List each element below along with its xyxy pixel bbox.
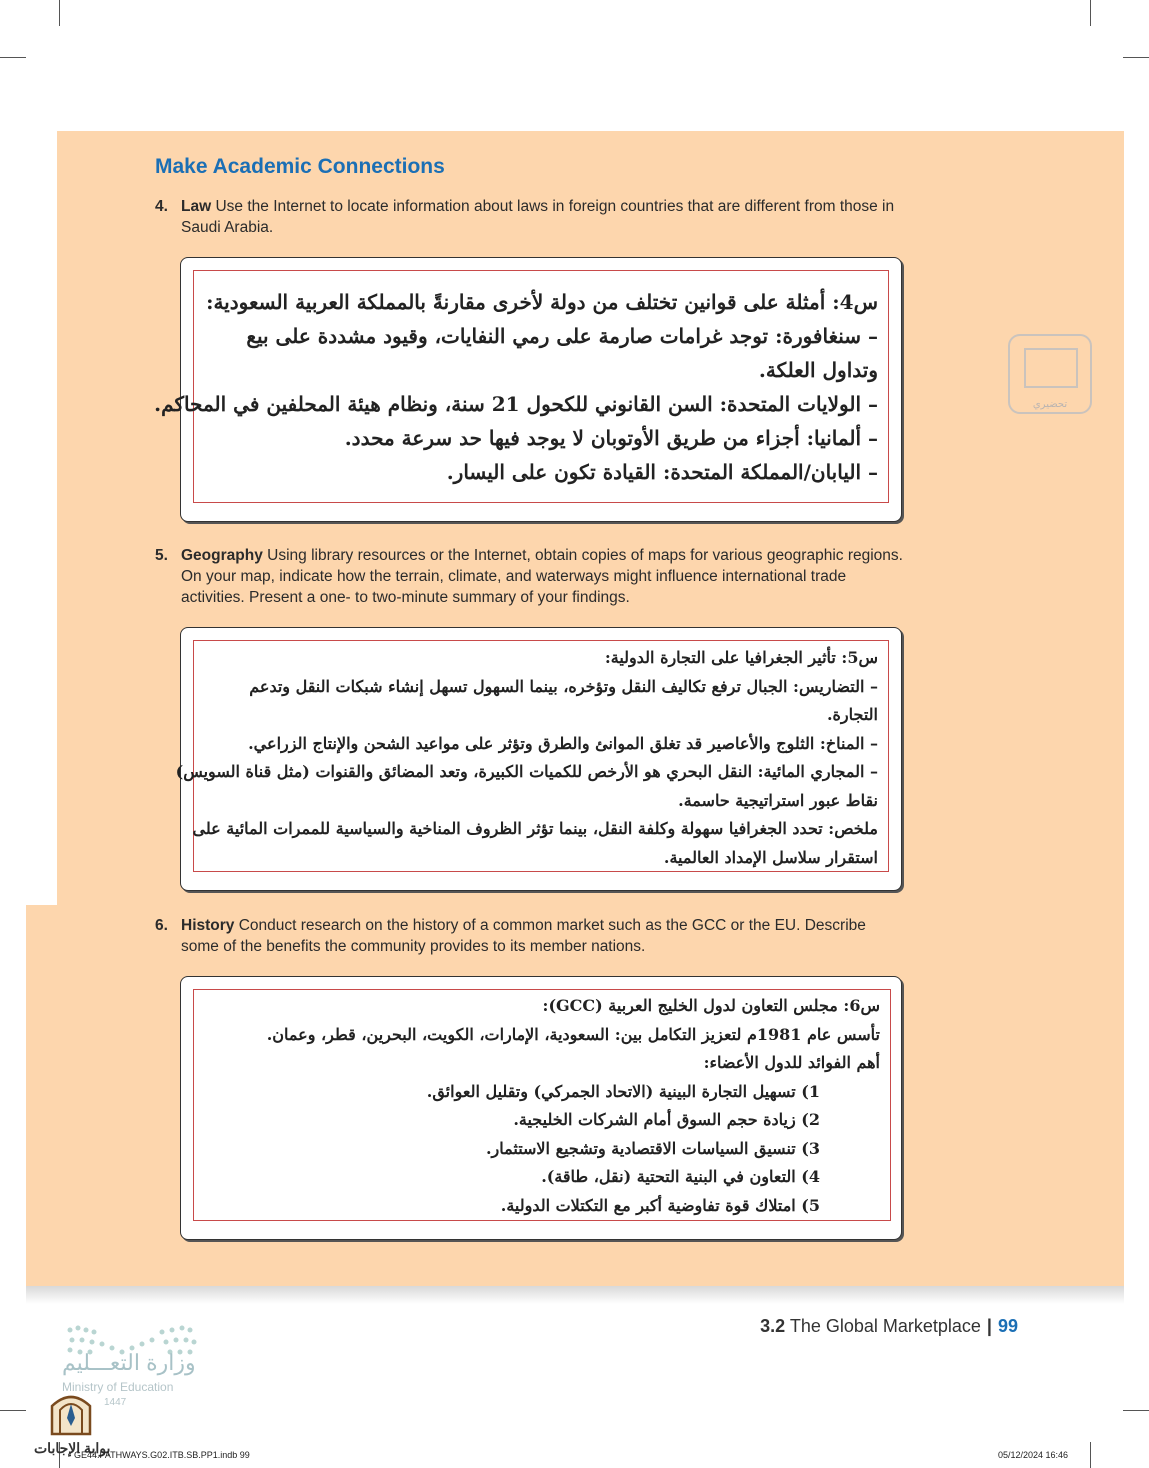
ministry-year: 1447 xyxy=(104,1397,127,1408)
crop-mark xyxy=(59,0,60,26)
answers-gate-label: بوابة الإجابات xyxy=(34,1440,111,1456)
crop-mark xyxy=(0,1410,26,1411)
answer-text-6 xyxy=(193,989,891,1221)
answer-line: – الولايات المتحدة: السن القانوني للكحول 21 سنة، ونظام هيئة المحلفين في المحاكم. xyxy=(154,392,878,416)
answer-line: – المناخ: الثلوج والأعاصير قد تغلق الموانئ والطرق وتؤثر على مواعيد الشحن والإنتاج الزراعي. xyxy=(248,733,878,753)
answer-line: – المجاري المائية: النقل البحري هو الأرخص للكميات الكبيرة، وتعد المضائق والقنوات (مثل قناة السويس) xyxy=(175,762,878,781)
answer-line: – التضاريس: الجبال ترفع تكاليف النقل وتؤخره، بينما السهول تسهل إنشاء شبكات النقل وتدعم xyxy=(249,676,878,696)
answer-line: وتداول العلكة. xyxy=(758,358,878,382)
question-number: 4. xyxy=(155,198,168,215)
answer-box-6 xyxy=(180,976,902,1240)
watermark-logo xyxy=(1008,334,1092,414)
benefit-item: 4) التعاون في البنية التحتية (نقل، طاقة). xyxy=(541,1167,820,1186)
page-number: 99 xyxy=(997,1316,1018,1336)
answer-text-4 xyxy=(154,270,889,503)
question-text: Use the Internet to locate information about laws in foreign countries that are different from those in Saudi Arabia. xyxy=(181,198,895,236)
footer-title: The Global Marketplace xyxy=(789,1316,981,1336)
question-number: 6. xyxy=(155,917,168,934)
ministry-name-arabic: وزارة التعـــليم xyxy=(62,1350,196,1375)
page-footer xyxy=(760,1316,1018,1337)
question-5 xyxy=(155,545,905,608)
question-6 xyxy=(155,915,905,957)
answer-line: س6: مجلس التعاون لدول الخليج العربية (GCC): xyxy=(542,996,880,1015)
answer-line: أهم الفوائد للدول الأعضاء: xyxy=(703,1053,880,1072)
answer-box-4 xyxy=(154,257,902,522)
benefit-item: 2) زيادة حجم السوق أمام الشركات الخليجية. xyxy=(513,1110,820,1129)
footer-section: 3.2 xyxy=(760,1316,786,1336)
answer-text-5 xyxy=(175,640,889,872)
answer-line: استقرار سلاسل الإمداد العالمية. xyxy=(663,847,878,867)
answer-line: تأسس عام 1981م لتعزيز التكامل بين: السعودية، الإمارات، الكويت، البحرين، قطر، وعمان. xyxy=(266,1024,880,1044)
answer-box-5 xyxy=(175,627,902,891)
crop-mark xyxy=(0,57,26,58)
ministry-name-english: Ministry of Education xyxy=(62,1380,174,1394)
answer-line: – ألمانيا: أجزاء من طريق الأوتوبان لا يوجد فيها حد سرعة محدد. xyxy=(344,426,878,450)
answer-line: – اليابان/المملكة المتحدة: القيادة تكون على اليسار. xyxy=(446,460,878,484)
crop-mark xyxy=(1090,1442,1091,1468)
watermark-text: تحضيري xyxy=(1032,399,1068,410)
print-slug: GE44.PATHWAYS.G02.ITB.SB.PP1.indb 99 xyxy=(74,1450,250,1460)
answer-line: التجارة. xyxy=(826,705,878,724)
footer-separator: | xyxy=(986,1316,992,1336)
question-text: Using library resources or the Internet, obtain copies of maps for various geographic regions. On your map, indicate how the terrain, climate, and waterways might influence international trade activities. Present a one- to two-minute summary of your findings. xyxy=(181,547,903,606)
benefit-item: 3) تنسيق السياسات الاقتصادية وتشجيع الاستثمار. xyxy=(485,1138,820,1158)
print-timestamp: 05/12/2024 16:46 xyxy=(998,1450,1069,1460)
question-text: Conduct research on the history of a common market such as the GCC or the EU. Describe some of the benefits the community provides to its member nations. xyxy=(181,917,866,955)
answers-gate-icon xyxy=(48,1388,94,1436)
answer-line: – سنغافورة: توجد غرامات صارمة على رمي النفايات، وقيود مشددة على بيع xyxy=(246,324,878,348)
question-keyword: Law xyxy=(181,198,212,215)
crop-mark xyxy=(1123,1410,1149,1411)
benefit-item: 5) امتلاك قوة تفاوضية أكبر مع التكتلات الدولية. xyxy=(500,1195,820,1215)
benefit-item: 1) تسهيل التجارة البينية (الاتحاد الجمركي) وتقليل العوائق. xyxy=(426,1081,820,1101)
answer-line: نقاط عبور استراتيجية حاسمة. xyxy=(678,790,878,810)
section-title: Make Academic Connections xyxy=(155,155,445,178)
crop-mark xyxy=(1123,57,1149,58)
question-keyword: History xyxy=(181,917,235,934)
answer-line: ملخص: تحدد الجغرافيا سهولة وكلفة النقل، بينما تؤثر الظروف المناخية والسياسية للممرات المائية على xyxy=(192,819,878,838)
question-number: 5. xyxy=(155,547,168,564)
content-panel-extension xyxy=(26,905,58,1286)
crop-mark xyxy=(1090,0,1091,26)
book-icon xyxy=(1024,348,1078,388)
question-keyword: Geography xyxy=(181,547,263,564)
answer-line: س4: أمثلة على قوانين تختلف من دولة لأخرى مقارنةً بالمملكة العربية السعودية: xyxy=(206,290,878,314)
question-4 xyxy=(155,196,905,238)
answer-line: س5: تأثير الجغرافيا على التجارة الدولية: xyxy=(604,648,878,667)
